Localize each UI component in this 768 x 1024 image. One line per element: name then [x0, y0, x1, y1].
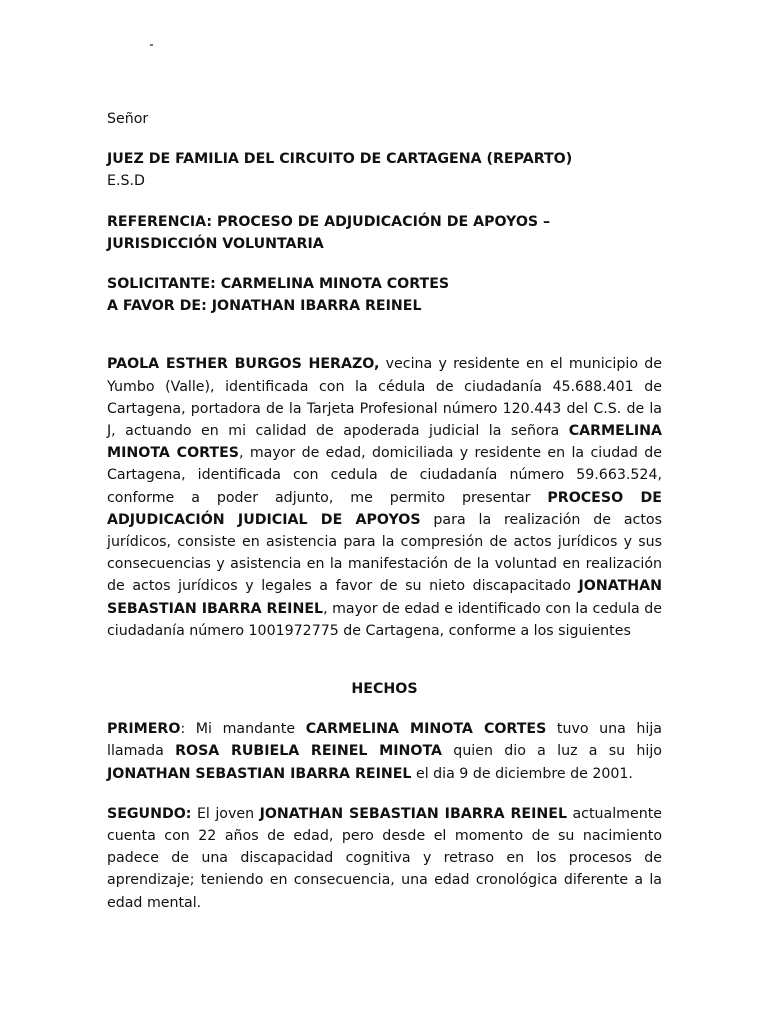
fact-second — [107, 803, 662, 914]
fact-first-text-1: : Mi mandante — [180, 721, 306, 738]
fact-first-text-4: el dia 9 de diciembre de 2001. — [411, 765, 633, 782]
grandson-name: JONATHAN SEBASTIAN IBARRA REINEL — [107, 578, 662, 617]
document-body — [107, 108, 662, 914]
intro-text-3: para la realización de actos jurídicos, consiste en asistencia para la compresión de actos jurídicos y sus consecuencias y asistencia en la manifestación de la voluntad en realización de actos jurídicos y legales a favor de su nieto discapacitado — [107, 511, 662, 595]
scan-mark — [150, 44, 153, 46]
intro-text-1: vecina y residente en el municipio de Yumbo (Valle), identificada con la cédula de ciudadanía 45.688.401 de Cartagena, portadora de la Tarjeta Profesional número 120.443 del C.S. de la J, actuando en mi calidad de apoderada judicial la señora — [107, 356, 662, 440]
fact-first-text-3: quien dio a luz a su hijo — [442, 743, 662, 760]
intro-paragraph — [107, 353, 662, 642]
fact-first-name-1: CARMELINA MINOTA CORTES — [305, 721, 547, 738]
applicant: SOLICITANTE: CARMELINA MINOTA CORTES — [107, 276, 450, 293]
fact-second-text-2: actualmente cuenta con 22 años de edad, pero desde el momento de su nacimiento padece de una discapacidad cognitiva y retraso en los procesos de aprendizaje; teniendo en consecuencia, una edad cronológica diferente a la edad mental. — [107, 805, 662, 911]
fact-first-label: PRIMERO — [107, 721, 181, 738]
addressee-title: JUEZ DE FAMILIA DEL CIRCUITO DE CARTAGENA (REPARTO) — [107, 151, 573, 168]
client-name: CARMELINA MINOTA CORTES — [107, 423, 662, 462]
process-name: PROCESO DE ADJUDICACIÓN JUDICIAL DE APOYOS — [107, 489, 662, 528]
fact-first-name-2: ROSA RUBIELA REINEL MINOTA — [175, 743, 443, 760]
attorney-name: PAOLA ESTHER BURGOS HERAZO, — [107, 356, 380, 373]
fact-first-name-3: JONATHAN SEBASTIAN IBARRA REINEL — [107, 765, 412, 782]
fact-second-label: SEGUNDO: — [107, 805, 192, 822]
fact-second-text-1: El joven — [191, 805, 260, 822]
addressee-esd: E.S.D — [107, 173, 145, 190]
facts-heading: HECHOS — [351, 681, 418, 698]
reference: REFERENCIA: PROCESO DE ADJUDICACIÓN DE APOYOS – JURISDICCIÓN VOLUNTARIA — [107, 213, 551, 252]
intro-text-4: , mayor de edad e identificado con la cedula de ciudadanía número 1001972775 de Cartagena, conforme a los siguientes — [107, 600, 662, 639]
beneficiary: A FAVOR DE: JONATHAN IBARRA REINEL — [107, 298, 422, 315]
salutation: Señor — [107, 111, 149, 127]
fact-first-text-2: tuvo una hija llamada — [107, 721, 662, 760]
intro-text-2: , mayor de edad, domiciliada y residente en la ciudad de Cartagena, identificada con cedula de ciudadanía número 59.663.524, conforme a poder adjunto, me permito presentar — [107, 445, 662, 506]
fact-first — [107, 718, 662, 785]
fact-second-name-1: JONATHAN SEBASTIAN IBARRA REINEL — [259, 805, 567, 822]
